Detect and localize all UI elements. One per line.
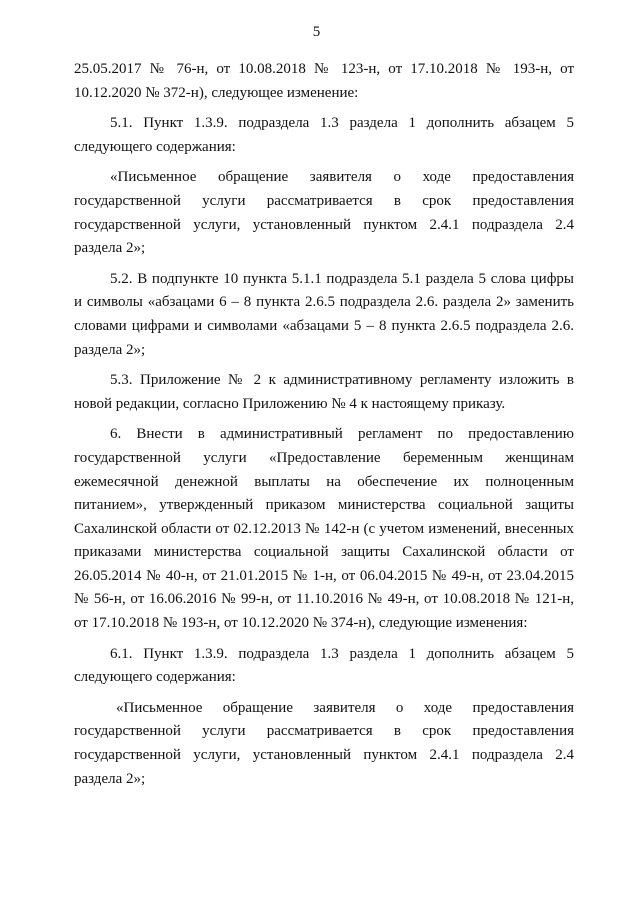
paragraph-5-2: 5.2. В подпункте 10 пункта 5.1.1 подраздела 5.1 раздела 5 слова цифры и символы «абзацами 6 – 8 пункта 2.6.5 подраздела 2.6. раздела 2» заменить словами цифрами и символами «абзацами 5 – 8 пункта 2.6.5 подраздела 2.6. раздела 2»; xyxy=(74,270,574,358)
page-number: 5 xyxy=(312,24,321,40)
paragraph-6: 6. Внести в административный регламент по предоставлению государственной услуги «Предоставление беременным женщинам ежемесячной денежной выплаты на обеспечение их полноценным питанием», утвержденный приказом министерства социальной защиты Сахалинской области от 02.12.2013 № 142-н (с учетом изменений, внесенных приказами министерства социальной защиты Сахалинской области от 26.05.2014 № 40-н, от 21.01.2015 № 1-н, от 06.04.2015 № 49-н, от 23.04.2015 № 56-н, от 16.06.2016 № 99-н, от 11.10.2016 № 49-н, от 10.08.2018 № 121-н, от 17.10.2018 № 193-н, от 10.12.2020 № 374-н), следующие изменения: xyxy=(74,426,574,632)
document-body xyxy=(74,58,574,791)
paragraph-quote-6-1: «Письменное обращение заявителя о ходе предоставления государственной услуги рассматривается в срок предоставления государственной услуги, установленный пунктом 2.4.1 подраздела 2.4 раздела 2»; xyxy=(74,699,574,787)
paragraph-5-3: 5.3. Приложение № 2 к административному регламенту изложить в новой редакции, согласно Приложению № 4 к настоящему приказу. xyxy=(74,372,574,412)
paragraph-continuation: 25.05.2017 № 76-н, от 10.08.2018 № 123-н, от 17.10.2018 № 193-н, от 10.12.2020 № 372-н), следующее изменение: xyxy=(74,61,574,101)
paragraph-5-1: 5.1. Пункт 1.3.9. подраздела 1.3 раздела 1 дополнить абзацем 5 следующего содержания: xyxy=(74,115,574,155)
paragraph-quote-5-1: «Письменное обращение заявителя о ходе предоставления государственной услуги рассматривается в срок предоставления государственной услуги, установленный пунктом 2.4.1 подраздела 2.4 раздела 2»; xyxy=(74,169,574,257)
paragraph-6-1: 6.1. Пункт 1.3.9. подраздела 1.3 раздела 1 дополнить абзацем 5 следующего содержания: xyxy=(74,645,574,686)
